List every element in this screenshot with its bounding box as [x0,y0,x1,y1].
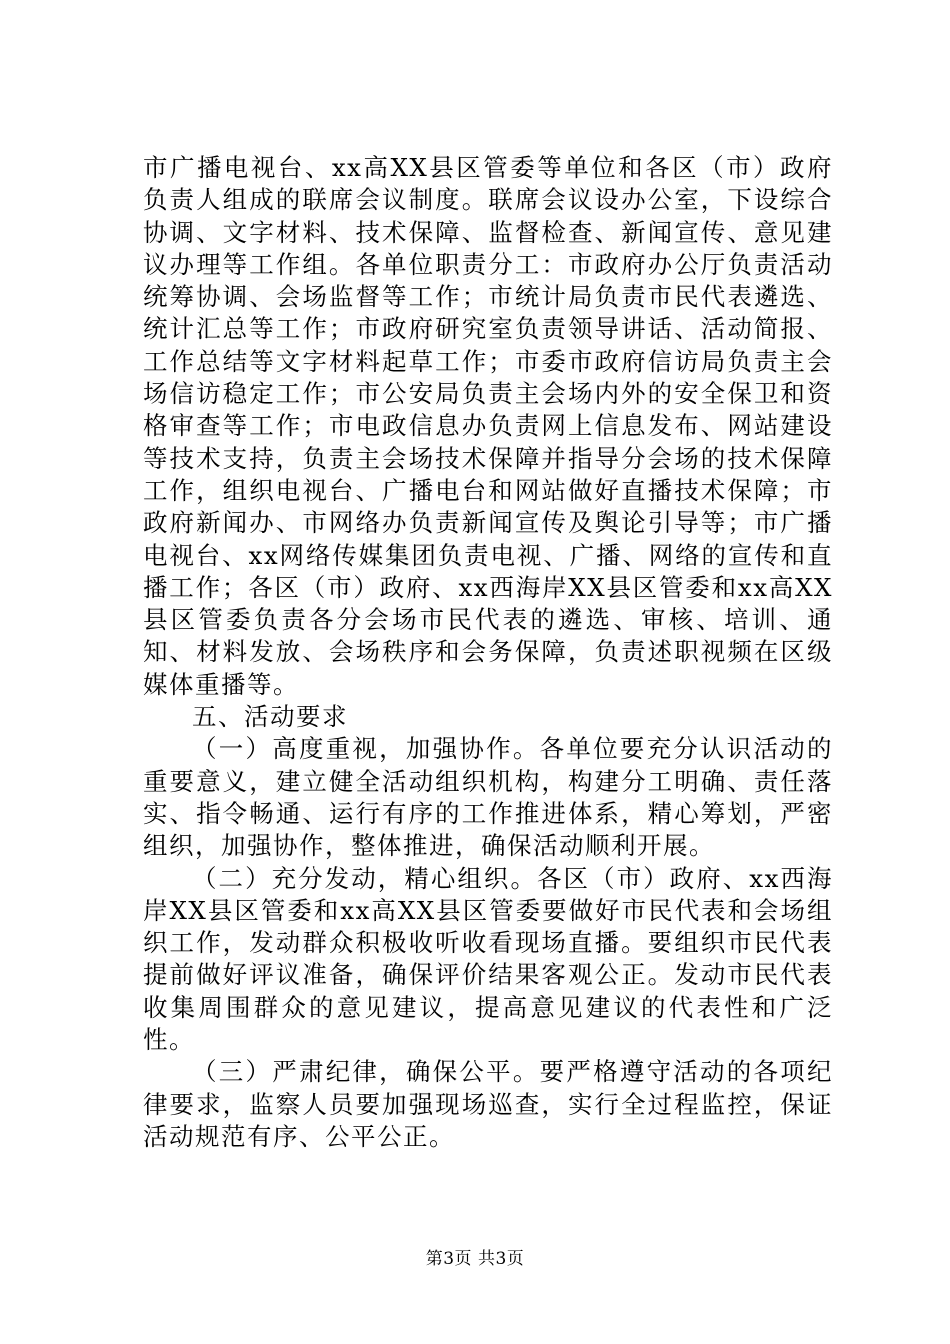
section-heading: 五、活动要求 [192,702,348,732]
page-number-footer: 第3页 共3页 [425,1249,525,1269]
paragraph-continuation: 市广播电视台、xx高XX县区管委等单位和各区（市）政府负责人组成的联席会议制度。联席会议设办公室，下设综合协调、文字材料、技术保障、监督检查、新闻宣传、意见建议办理等工作组。各单位职责分工：市政府办公厅负责活动统筹协调、会场监督等工作；市统计局负责市民代表遴选、统计汇总等工作；市政府研究室负责领导讲话、活动简报、工作总结等文字材料起草工作；市委市政府信访局负责主会场信访稳定工作；市公安局负责主会场内外的安全保卫和资格审查等工作；市电政信息办负责网上信息发布、网站建设等技术支持，负责主会场技术保障并指导分会场的技术保障工作，组织电视台、广播电台和网站做好直播技术保障；市政府新闻办、市网络办负责新闻宣传及舆论引导等；市广播电视台、xx网络传媒集团负责电视、广播、网络的宣传和直播工作；各区（市）政府、xx西海岸XX县区管委和xx高XX县区管委负责各分会场市民代表的遴选、审核、培训、通知、材料发放、会场秩序和会务保障，负责述职视频在区级媒体重播等。 [143,153,833,699]
paragraph-item-3: （三）严肃纪律，确保公平。要严格遵守活动的各项纪律要求，监察人员要加强现场巡查，实行全过程监控，保证活动规范有序、公平公正。 [143,1057,833,1151]
paragraph-item-1: （一）高度重视，加强协作。各单位要充分认识活动的重要意义，建立健全活动组织机构，构建分工明确、责任落实、指令畅通、运行有序的工作推进体系，精心筹划，严密组织，加强协作，整体推进，确保活动顺利开展。 [143,734,833,861]
document-body [143,152,833,1153]
paragraph-item-2: （二）充分发动，精心组织。各区（市）政府、xx西海岸XX县区管委和xx高XX县区管委要做好市民代表和会场组织工作，发动群众积极收听收看现场直播。要组织市民代表提前做好评议准备，确保评价结果客观公正。发动市民代表收集周围群众的意见建议，提高意见建议的代表性和广泛性。 [143,863,833,1055]
